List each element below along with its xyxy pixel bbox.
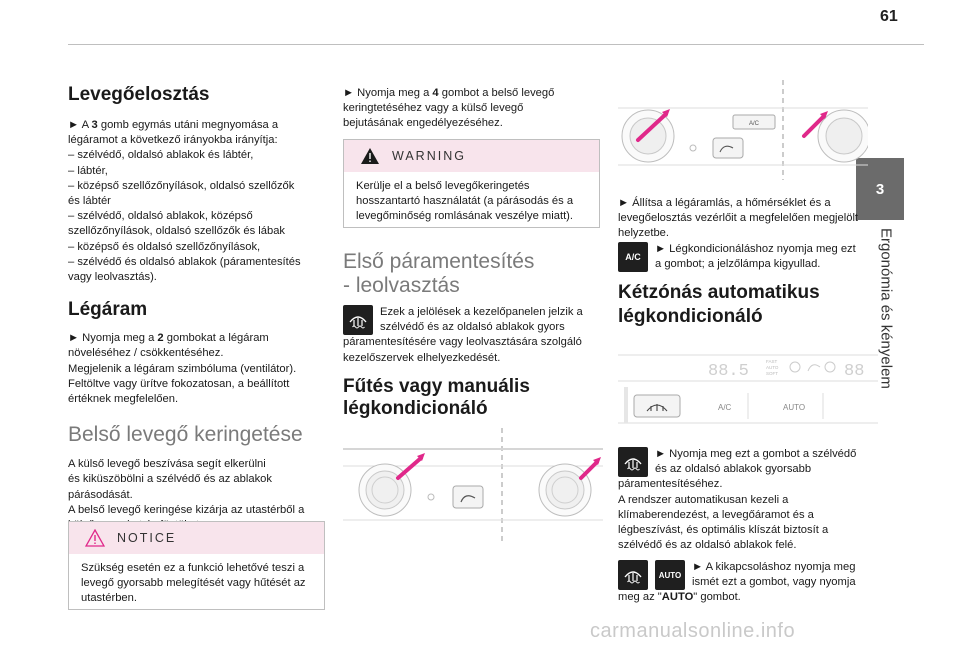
text-line: – középső és oldalsó szellőzőnyílások, <box>68 240 261 253</box>
airflow-heading: Légáram <box>68 299 148 321</box>
text-line: utastérben. <box>81 592 137 605</box>
text-line: – középső szellőzőnyílások, oldalsó szellőzők <box>68 179 295 192</box>
ac-rear-defrost-button[interactable] <box>713 138 743 158</box>
panel-ac-label[interactable]: A/C <box>718 403 732 412</box>
notice-header <box>69 522 324 554</box>
text-line: páramentesítéséhez. <box>618 478 723 491</box>
display-fast: FAST <box>766 359 778 364</box>
notice-label: NOTICE <box>117 531 177 545</box>
text-line: szellőzőnyílások, oldalsó szellőzők és lábak <box>68 225 286 238</box>
text-line: értéknek megfelelően. <box>68 393 179 406</box>
display-auto: AUTO <box>766 365 779 370</box>
manual-panel-illustration <box>343 428 603 543</box>
text-line: A külső levegő beszívása segít elkerülni <box>68 458 266 471</box>
text-line: páramentesítésére vagy leolvasztására szolgáló <box>343 336 582 349</box>
display-right-temp: 88 <box>844 362 865 381</box>
manual-ac-section <box>343 376 601 420</box>
text-line: és lábtér <box>68 195 111 208</box>
text-line: ► A 3 gomb egymás utáni megnyomása a <box>68 119 279 131</box>
top-divider <box>68 44 924 45</box>
text-line: ismét ezt a gombot, vagy nyomja <box>692 576 856 589</box>
text-line: hosszantartó használatát (a párásodás és a <box>356 195 574 208</box>
ac-panel-illustration <box>618 80 868 180</box>
notice-box <box>68 521 325 610</box>
text-line: levegőelosztás vezérlőit a megfelelően megjelölt <box>618 212 859 225</box>
warning-label: WARNING <box>392 149 466 163</box>
switch-off-text <box>692 560 882 590</box>
text-line: – szélvédő, oldalsó ablakok, középső <box>68 210 253 223</box>
text-line: Szükség esetén ez a funkció lehetővé teszi a <box>81 562 305 574</box>
ac-symbol-icon: A/C <box>618 242 648 272</box>
ac-right-knob[interactable] <box>818 110 868 162</box>
display-seat-icon <box>808 365 820 371</box>
text-line: levegő gyorsabb melegítését vagy hűtését az <box>81 577 306 590</box>
text-line: növeléséhez / csökkentéséhez. <box>68 347 224 360</box>
chapter-title-text: Ergonómia és kényelem <box>877 228 895 389</box>
warning-header <box>344 140 599 172</box>
ac-button-text: A/C <box>748 121 760 127</box>
air-distribution-heading: Levegőelosztás <box>68 84 210 105</box>
switch-off-last-line <box>618 590 880 605</box>
auto-bold-word: AUTO <box>661 591 694 603</box>
text-line: helyzetbe. <box>618 227 669 240</box>
watermark: carmanualsonline.info <box>590 620 796 642</box>
defrost-heading-line-1: Első páramentesítés <box>343 250 535 273</box>
text-line: A belső levegő keringése kizárja az utastérből a <box>68 503 305 516</box>
manual-ac-heading-line-2: légkondicionáló <box>343 398 488 419</box>
text-line: ► Légkondicionáláshoz nyomja meg ezt <box>655 243 856 255</box>
dual-zone-panel-illustration <box>618 343 878 431</box>
text-line: bejutásának engedélyezéséhez. <box>343 117 503 130</box>
ac-on-text <box>655 242 880 272</box>
display-left-temp: 88.5 <box>708 362 749 381</box>
airflow-text <box>68 331 326 407</box>
text-line: A rendszer automatikusan kezeli a <box>618 493 789 506</box>
text-line: légáramot a következő irányokba irányítja: <box>68 134 278 147</box>
text-line: szélvédő és az oldalsó ablakok felé. <box>618 539 797 552</box>
chapter-tab[interactable]: 3 <box>856 158 904 220</box>
manual-ac-heading-line-1: Fűtés vagy manuális <box>343 376 530 397</box>
dual-defrost-text <box>618 447 880 553</box>
warning-box <box>343 139 600 228</box>
text-line: – lábtér, <box>68 164 108 177</box>
air-distribution-text <box>68 118 326 285</box>
text-line: keringtetéséhez vagy a külső levegő <box>343 102 524 115</box>
defrost-off-icon <box>618 560 648 590</box>
column-1 <box>68 84 326 533</box>
text-line: klímaberendezést, a levegőáramot és a <box>618 508 814 521</box>
warning-body <box>344 172 599 233</box>
text-line: levegőminőség romlásának veszélye miatt). <box>356 210 574 223</box>
text-line: párásodását. <box>68 488 133 501</box>
display-soft: SOFT <box>766 371 778 376</box>
text-line: szélvédő és az oldalsó ablakok gyors <box>380 321 565 334</box>
auto-button-icon: AUTO <box>655 560 685 590</box>
column-2 <box>343 86 601 132</box>
text-line: ► Nyomja meg ezt a gombot a szélvédő <box>655 448 857 460</box>
text-line: kezelőszervek elhelyezkedését. <box>343 351 501 364</box>
text-line: légbeszívást, és optimális klíszát biztosít a <box>618 524 829 537</box>
ac-left-knob[interactable] <box>622 110 674 162</box>
page-number: 61 <box>880 8 898 25</box>
text-line: a gombot; a jelzőlámpa kigyullad. <box>655 258 821 271</box>
text-line: és kiküszöbölni a szélvédő és az ablakok <box>68 473 272 486</box>
text-line: ► Nyomja meg a 2 gombokat a légáram <box>68 332 269 345</box>
warning-triangle-icon <box>360 147 380 165</box>
text-line: ► A kikapcsoláshoz nyomja meg <box>692 561 856 573</box>
text-fragment: " gombot. <box>693 591 741 603</box>
defrost-heading-line-2: - leolvasztás <box>343 274 460 297</box>
dual-zone-section <box>618 282 880 328</box>
rear-defrost-button[interactable] <box>453 486 483 508</box>
notice-triangle-icon <box>85 529 105 547</box>
text-line: vagy leolvasztás). <box>68 271 157 284</box>
recirculation-heading: Belső levegő keringetése <box>68 423 303 447</box>
display-recirc-icon <box>790 362 800 372</box>
notice-body <box>69 554 324 615</box>
text-fragment: meg az " <box>618 591 662 603</box>
dual-zone-heading-line-1: Kétzónás automatikus <box>618 282 820 303</box>
text-line: ► Nyomja meg a 4 gombot a belső levegő <box>343 87 555 99</box>
recirculation-instruction <box>343 86 601 132</box>
text-line: Ezek a jelölések a kezelőpanelen jelzik a <box>380 306 583 318</box>
panel-auto-label[interactable]: AUTO <box>783 403 806 412</box>
text-line: Kerülje el a belső levegőkeringetés <box>356 180 530 192</box>
text-line: ► Állítsa a légáramlás, a hőmérséklet és a <box>618 197 831 209</box>
text-line: Megjelenik a légáram szimbóluma (ventilátor). <box>68 362 297 375</box>
text-line: – szélvédő, oldalsó ablakok és lábtér, <box>68 149 254 162</box>
ac-intro-text <box>618 196 880 242</box>
right-rotary-knob[interactable] <box>539 464 591 516</box>
text-line: Feltöltve vagy ürítve fokozatosan, a beállított <box>68 377 290 390</box>
dual-zone-heading-line-2: légkondicionáló <box>618 306 763 327</box>
text-line: és az oldalsó ablakok gyorsabb <box>655 463 812 476</box>
defrost-section <box>343 250 601 298</box>
defrost-text <box>343 305 603 366</box>
text-line: – szélvédő és oldalsó ablakok (páramentesítés <box>68 255 301 268</box>
display-fan-icon <box>825 362 835 372</box>
